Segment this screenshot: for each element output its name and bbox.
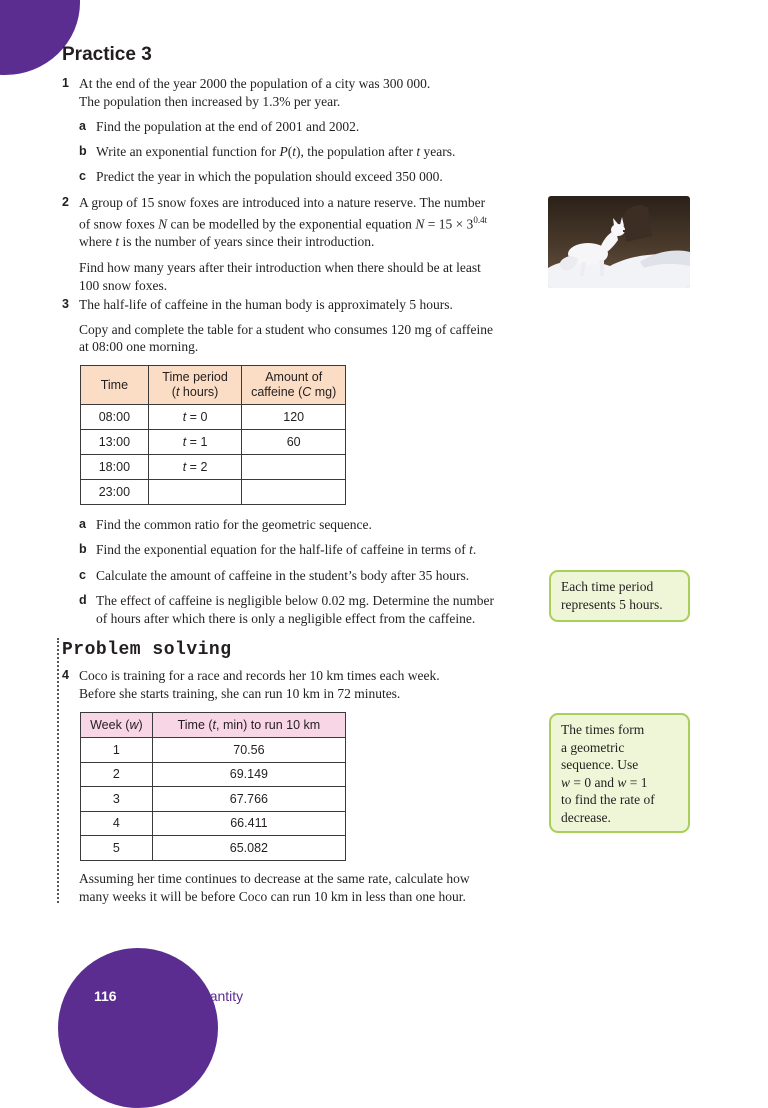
question-text: At the end of the year 2000 the population of a city was 300 000.: [79, 76, 431, 91]
question-number: 4: [62, 668, 69, 682]
question-text: Copy and complete the table for a student who consumes 120 mg of caffeine: [79, 321, 494, 337]
question-3b: b Find the exponential equation for the half-life of caffeine in terms of t.: [79, 542, 477, 557]
table-row: 13:00 t = 1 60: [81, 430, 346, 455]
part-text: Find the exponential equation for the half-life of caffeine in terms of t.: [96, 542, 477, 557]
question-text: Before she starts training, she can run 10 km in 72 minutes.: [79, 685, 401, 701]
table-header: Time: [81, 366, 149, 405]
question-text: Find how many years after their introduction when there should be at least: [79, 260, 481, 275]
table-row: 18:00 t = 2: [81, 455, 346, 480]
table-row: 08:00 t = 0 120: [81, 405, 346, 430]
running-times-table: [80, 712, 346, 861]
page-number: 116: [94, 988, 117, 1004]
footer-decoration: [58, 948, 218, 1108]
question-text: The population then increased by 1.3% per year.: [79, 93, 341, 109]
table-header: Week (w): [81, 713, 153, 738]
question-1a: a Find the population at the end of 2001 and 2002.: [79, 119, 360, 134]
part-text: Find the population at the end of 2001 and 2002.: [96, 119, 360, 134]
question-1: [62, 75, 430, 110]
table-row: 5 65.082: [81, 836, 346, 861]
section-heading: Problem solving: [62, 640, 232, 660]
question-1c: c Predict the year in which the population should exceed 350 000.: [79, 169, 443, 184]
arctic-fox-photo: [548, 196, 690, 288]
question-1b: b Write an exponential function for P(t), the population after t years.: [79, 144, 456, 159]
question-4: [62, 667, 532, 702]
question-text: where t is the number of years since their introduction.: [79, 233, 375, 249]
question-text: of snow foxes N can be modelled by the exponential equation $N = 15 \times 3^{0.4t}$: [79, 214, 488, 231]
question-3a: a Find the common ratio for the geometric sequence.: [79, 517, 372, 532]
table-header: Amount of caffeine (C mg): [242, 366, 346, 405]
table-row: 4 66.411: [81, 811, 346, 836]
question-4-continued: [62, 870, 532, 905]
table-row: 3 67.766: [81, 787, 346, 812]
question-text: Coco is training for a race and records her 10 km times each week.: [79, 668, 440, 683]
section-label: E6 Quantity: [170, 988, 244, 1004]
part-text: Calculate the amount of caffeine in the student’s body after 35 hours.: [96, 568, 470, 583]
page-title: Practice 3: [62, 44, 152, 65]
table-row: 2 69.149: [81, 762, 346, 787]
caffeine-table: [80, 365, 346, 505]
problem-solving-marker: [57, 638, 59, 903]
part-text: Write an exponential function for P(t), the population after t years.: [96, 144, 456, 159]
part-text: The effect of caffeine is negligible below 0.02 mg. Determine the number of hours after which there is only a negligible effect from the caffeine.: [96, 593, 494, 626]
table-header: Time (t, min) to run 10 km: [152, 713, 345, 738]
question-number: 1: [62, 76, 69, 90]
hint-box-geometric: The times form a geometric sequence. Use w = 0 and w = 1 to find the rate of decrease.: [549, 713, 690, 833]
question-text: A group of 15 snow foxes are introduced into a nature reserve. The number: [79, 195, 486, 210]
hint-box-time-period: Each time period represents 5 hours.: [549, 570, 690, 622]
question-text: Assuming her time continues to decrease at the same rate, calculate how: [79, 871, 470, 886]
question-text: 100 snow foxes.: [79, 277, 168, 293]
question-3c: c Calculate the amount of caffeine in the student’s body after 35 hours.: [79, 568, 470, 583]
part-text: Predict the year in which the population should exceed 350 000.: [96, 169, 443, 184]
question-3d: d The effect of caffeine is negligible below 0.02 mg. Determine the number of hours after which there is only a negligible effect from the caffeine.: [79, 593, 494, 626]
table-header: Time period (t hours): [148, 366, 242, 405]
table-row: 23:00: [81, 480, 346, 505]
table-row: 1 70.56: [81, 738, 346, 763]
question-2: [62, 194, 532, 294]
question-number: 2: [62, 195, 69, 209]
question-text: at 08:00 one morning.: [79, 339, 199, 354]
part-text: Find the common ratio for the geometric sequence.: [96, 517, 372, 532]
question-text: The half-life of caffeine in the human body is approximately 5 hours.: [79, 297, 453, 312]
question-3: [62, 296, 532, 356]
question-text: many weeks it will be before Coco can run 10 km in less than one hour.: [79, 888, 466, 904]
question-number: 3: [62, 297, 69, 311]
